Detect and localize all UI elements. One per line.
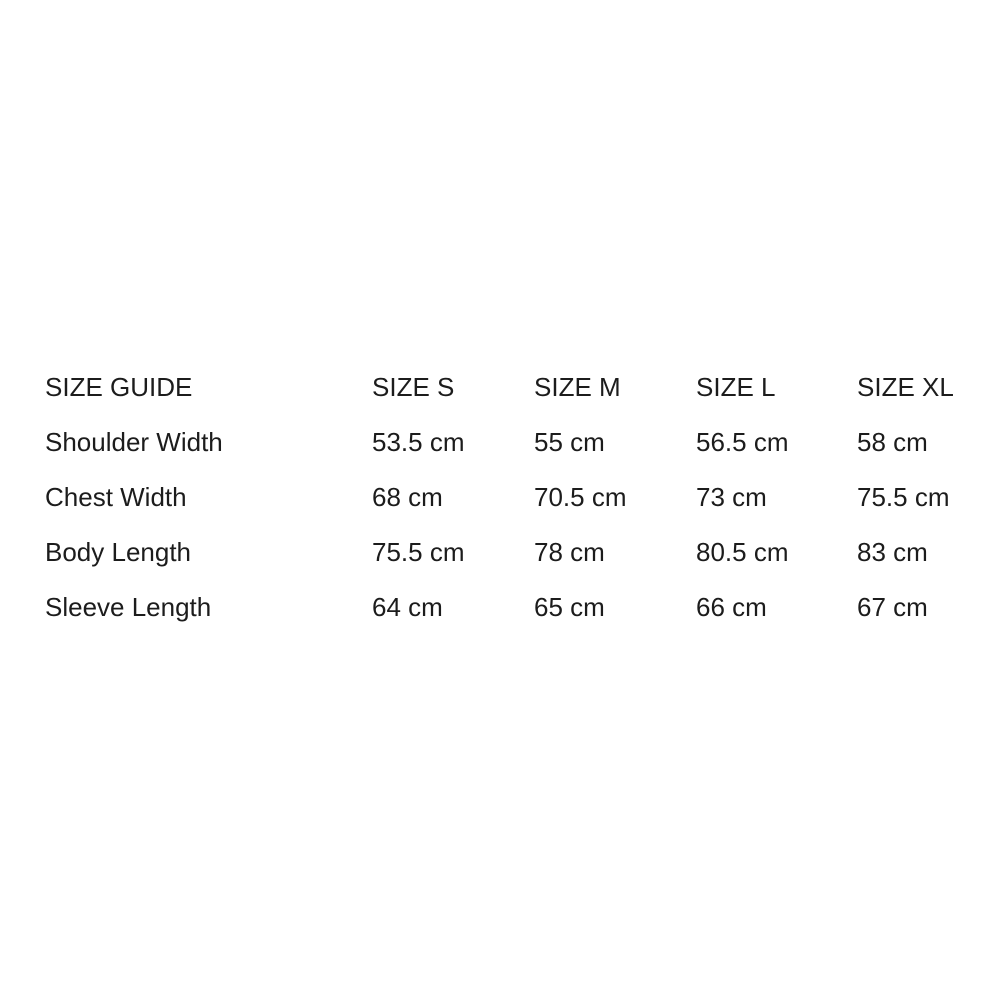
cell-value: 66 cm — [696, 592, 767, 622]
cell-value: 83 cm — [857, 537, 928, 567]
cell-value: 64 cm — [372, 592, 443, 622]
table-row — [45, 580, 977, 635]
row-label: Body Length — [45, 537, 192, 567]
cell-value: 56.5 cm — [696, 427, 789, 457]
cell-value: 67 cm — [857, 592, 928, 622]
row-label: Shoulder Width — [45, 427, 223, 457]
cell-value: 75.5 cm — [857, 482, 950, 512]
column-header-size-l: SIZE L — [696, 372, 776, 402]
column-header-size-s: SIZE S — [372, 372, 455, 402]
cell-value: 78 cm — [534, 537, 605, 567]
cell-value: 58 cm — [857, 427, 928, 457]
cell-value: 68 cm — [372, 482, 443, 512]
cell-value: 80.5 cm — [696, 537, 789, 567]
table-row — [45, 415, 977, 470]
size-guide-heading: SIZE GUIDE — [45, 372, 193, 402]
column-header-size-xl: SIZE XL — [857, 372, 954, 402]
table-row — [45, 470, 977, 525]
cell-value: 53.5 cm — [372, 427, 465, 457]
cell-value: 70.5 cm — [534, 482, 627, 512]
cell-value: 73 cm — [696, 482, 767, 512]
row-label: Sleeve Length — [45, 592, 212, 622]
size-guide-table — [45, 360, 977, 635]
column-header-size-m: SIZE M — [534, 372, 621, 402]
cell-value: 65 cm — [534, 592, 605, 622]
cell-value: 75.5 cm — [372, 537, 465, 567]
table-row — [45, 525, 977, 580]
header-row — [45, 360, 977, 415]
cell-value: 55 cm — [534, 427, 605, 457]
row-label: Chest Width — [45, 482, 187, 512]
